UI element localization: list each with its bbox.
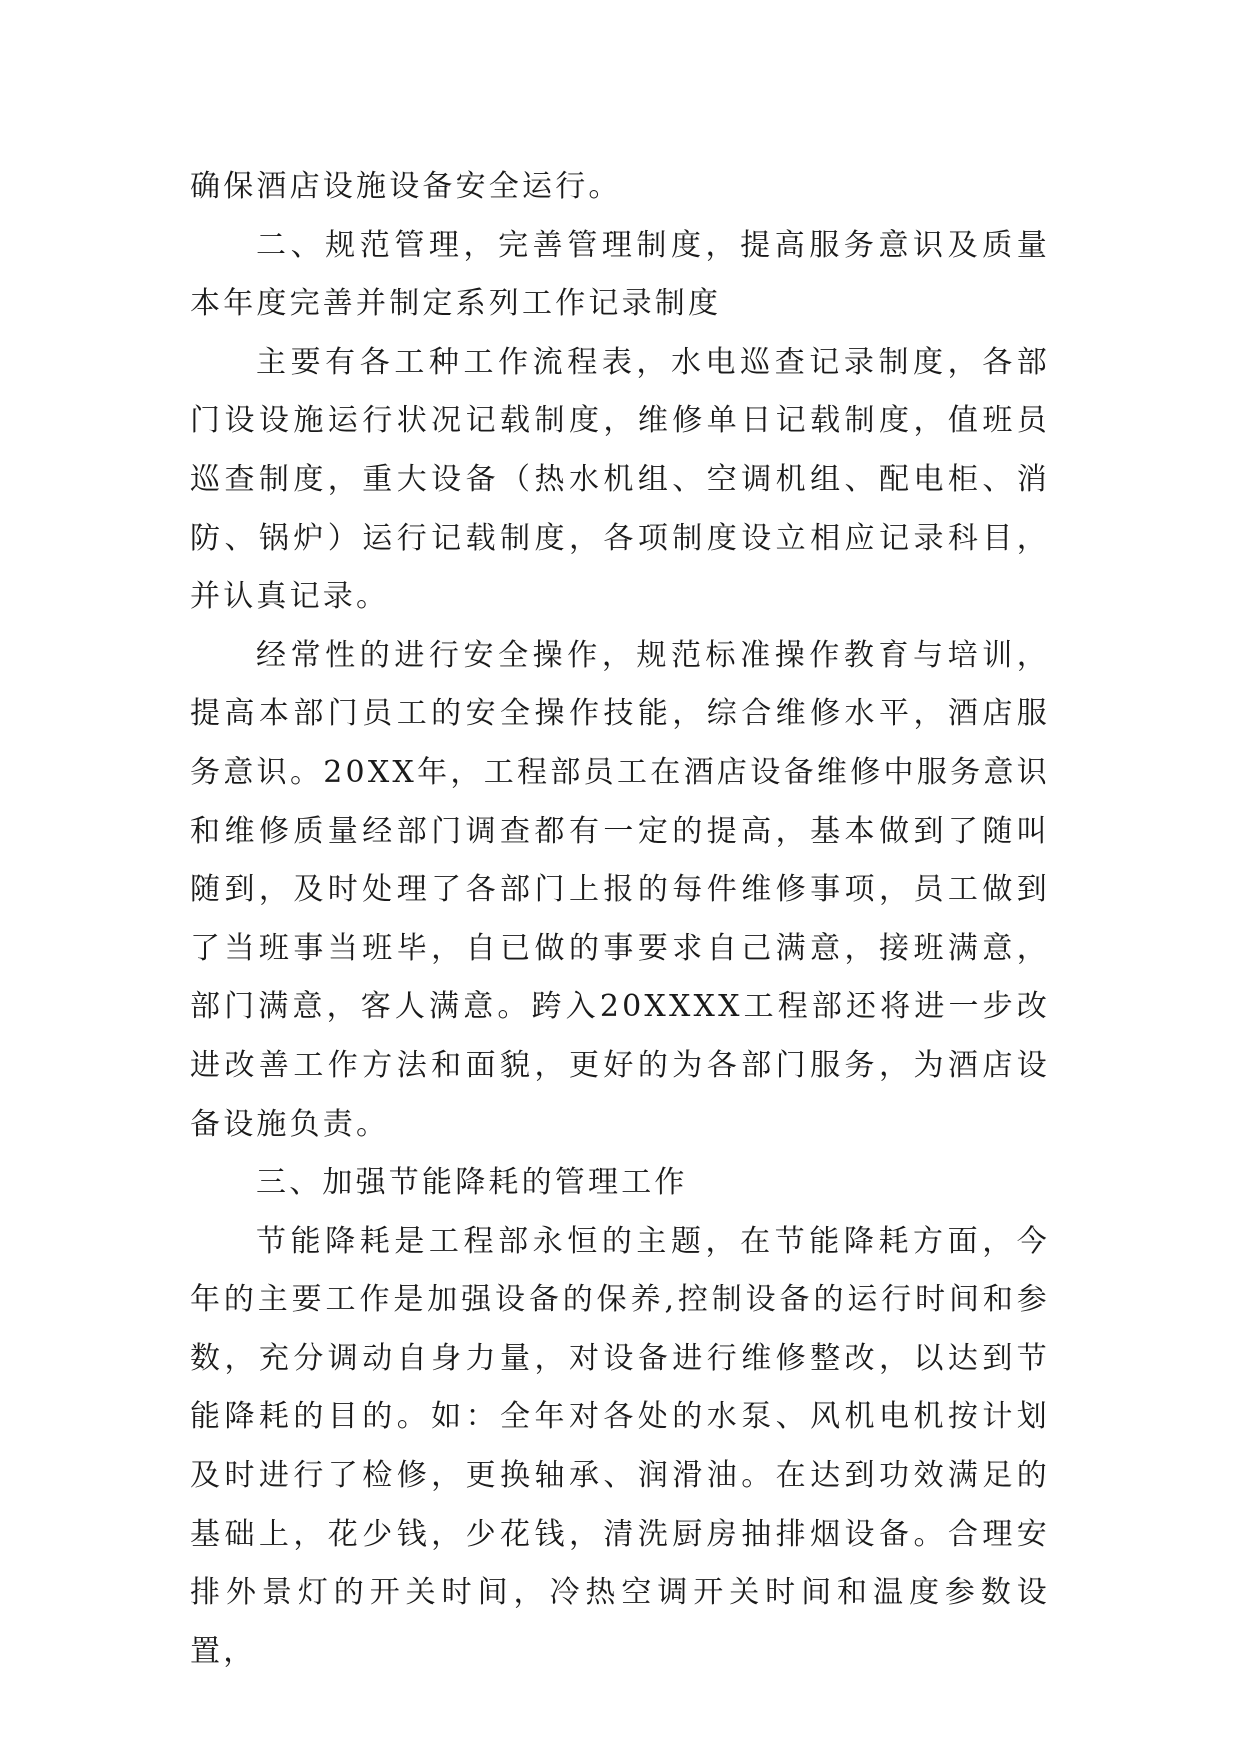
paragraph-4: 经常性的进行安全操作，规范标准操作教育与培训，提高本部门员工的安全操作技能，综合维修水平，酒店服务意识。20XX年，工程部员工在酒店设备维修中服务意识和维修质量经部门调查都有一定的提高，基本做到了随叫随到，及时处理了各部门上报的每件维修事项，员工做到了当班事当班毕，自已做的事要求自己满意，接班满意，部门满意，客人满意。跨入20XXXX工程部还将进一步改进改善工作方法和面貌，更好的为各部门服务，为酒店设备设施负责。 xyxy=(190,637,1050,1142)
paragraph-5-heading: 三、加强节能降耗的管理工作 xyxy=(256,1165,688,1201)
paragraph-6: 节能降耗是工程部永恒的主题，在节能降耗方面，今年的主要工作是加强设备的保养,控制设备的运行时间和参数，充分调动自身力量，对设备进行维修整改，以达到节能降耗的目的。如：全年对各处的水泵、风机电机按计划及时进行了检修，更换轴承、润滑油。在达到功效满足的基础上，花少钱，少花钱，清洗厨房抽排烟设备。合理安排外景灯的开关时间，冷热空调开关时间和温度参数设置， xyxy=(190,1223,1050,1669)
paragraph-1: 确保酒店设施设备安全运行。 xyxy=(190,169,622,204)
paragraph-2-heading: 二、规范管理，完善管理制度，提高服务意识及质量本年度完善并制定系列工作记录制度 xyxy=(190,227,1050,322)
document-body xyxy=(190,158,1050,1681)
paragraph-3: 主要有各工种工作流程表，水电巡查记录制度，各部门设设施运行状况记载制度，维修单日记载制度，值班员巡查制度，重大设备（热水机组、空调机组、配电柜、消防、锅炉）运行记载制度，各项制度设立相应记录科目，并认真记录。 xyxy=(190,344,1050,615)
